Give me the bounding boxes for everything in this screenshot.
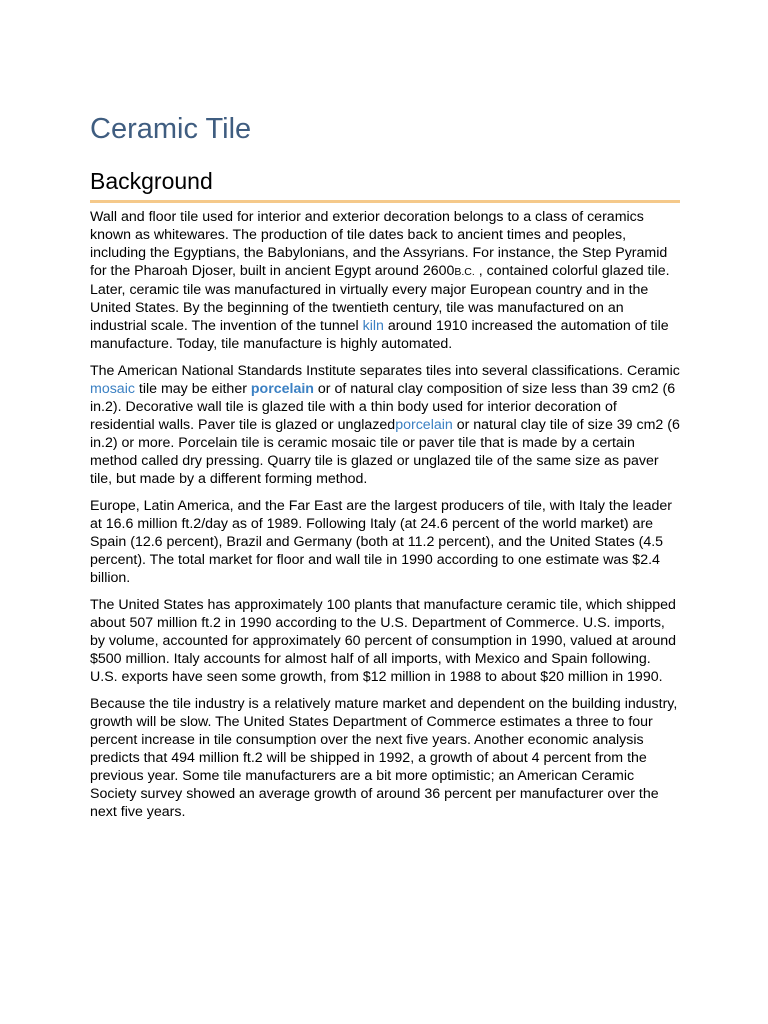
paragraph-5: Because the tile industry is a relatively mature market and dependent on the building industry, growth will be slow. The United States Department of Commerce estimates a three to four percent increase in tile consumption over the next five years. Another economic analysis predicts that 494 million ft.2 will be shipped in 1992, a growth of about 4 percent from the previous year. Some tile manufacturers are a bit more optimistic; an American Ceramic Society survey showed an average growth of around 36 percent per manufacturer over the next five years.: [90, 696, 678, 820]
paragraph-2-text-d: or natural clay tile of size 39 cm2 (6 in.2) or more. Porcelain tile is ceramic mosaic tile or paver tile that is made by a certain method called dry pressing. Quarry tile is glazed or unglazed tile of the same size as paver tile, but made by a different forming method.: [90, 417, 680, 487]
section-heading-block: [90, 164, 680, 203]
mosaic-link[interactable]: mosaic: [90, 381, 135, 397]
paragraph-2-text-a: The American National Standards Institute separates tiles into several classifications. Ceramic: [90, 363, 680, 379]
porcelain-link-bold[interactable]: porcelain: [250, 381, 314, 397]
paragraph-2-text-c: or of natural clay composition of size less than 39 cm2 (6 in.2). Decorative wall tile is glazed tile with a thin body used for interior decoration of residential walls. Paver tile is glazed or unglazed: [90, 381, 676, 433]
era-abbreviation: B.C.: [454, 266, 475, 278]
paragraph-3: Europe, Latin America, and the Far East are the largest producers of tile, with Italy the leader at 16.6 million ft.2/day as of 1989. Following Italy (at 24.6 percent of the world market) are Spain (12.6 percent), Brazil and Germany (both at 11.2 percent), and the United States (4.5 percent). The total market for floor and wall tile in 1990 according to one estimate was $2.4 billion.: [90, 498, 672, 586]
porcelain-link[interactable]: porcelain: [395, 417, 453, 433]
paragraph-4: The United States has approximately 100 plants that manufacture ceramic tile, which shipped about 507 million ft.2 in 1990 according to the U.S. Department of Commerce. U.S. imports, by volume, accounted for approximately 60 percent of consumption in 1990, valued at around $500 million. Italy accounts for almost half of all imports, with Mexico and Spain following. U.S. exports have seen some growth, from $12 million in 1988 to about $20 million in 1990.: [90, 597, 676, 685]
document-title: Ceramic Tile: [90, 113, 252, 145]
paragraph-2-text-b: tile may be either: [134, 381, 251, 397]
document-body: [90, 208, 682, 830]
paragraph-1: [90, 208, 682, 353]
paragraph-2: [90, 362, 682, 488]
paragraph-1-text-a: Wall and floor tile used for interior and exterior decoration belongs to a class of ceramics known as whitewares. The production of tile dates back to ancient times and peoples, including the Egyptians, the Babylonians, and the Assyrians. For instance, the Step Pyramid for the Pharoah Djoser, built in ancient Egypt around 2600: [90, 209, 668, 279]
kiln-link[interactable]: kiln: [362, 318, 384, 334]
paragraph-1-text-b: , contained colorful glazed tile. Later, ceramic tile was manufactured in virtually every major European country and in the United States. By the beginning of the twentieth century, tile was manufactured on an industrial scale. The invention of the tunnel: [90, 263, 670, 334]
section-heading: Background: [90, 168, 213, 194]
paragraph-1-text-c: around 1910 increased the automation of tile manufacture. Today, tile manufacture is highly automated.: [90, 318, 669, 352]
